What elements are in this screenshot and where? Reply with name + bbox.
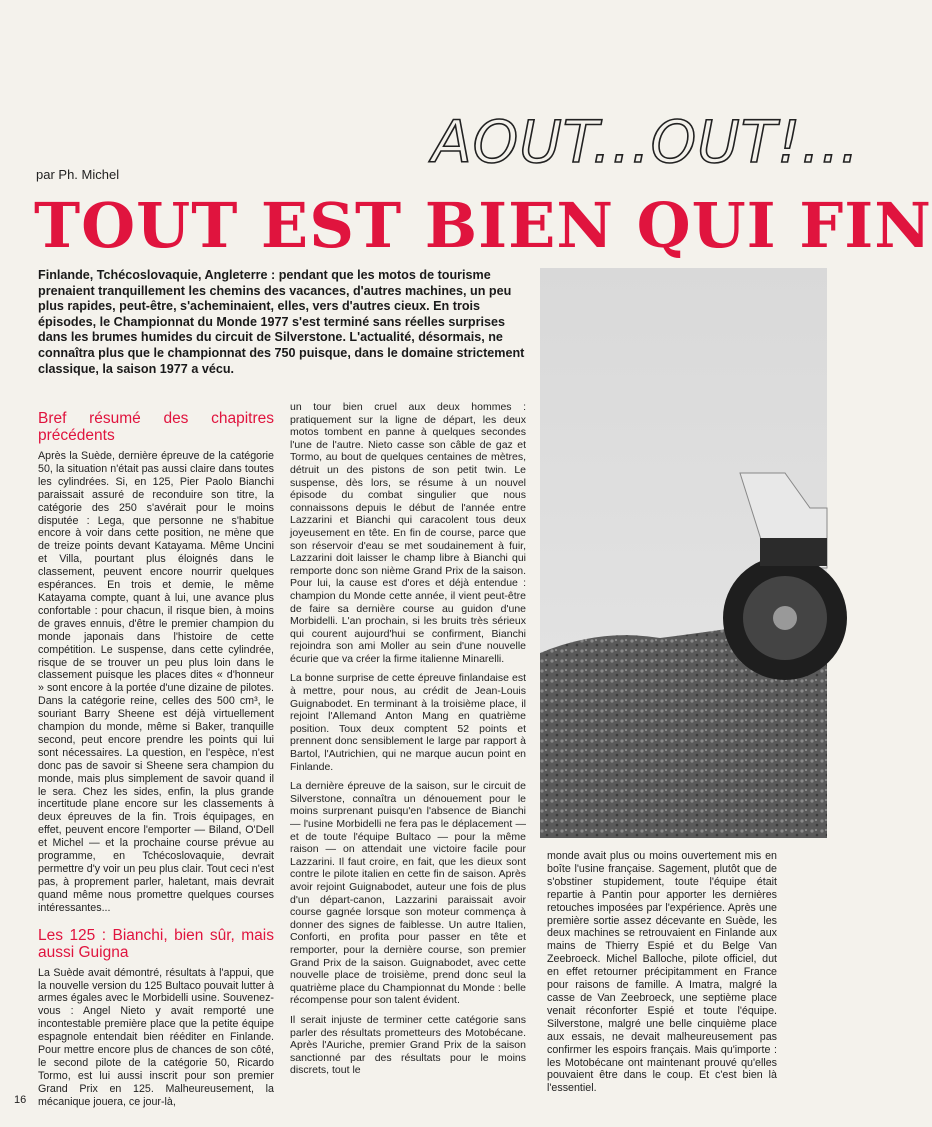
banner-title <box>428 98 860 178</box>
headline: TOUT EST BIEN QUI FIN <box>34 189 932 262</box>
motorcycle-photo <box>540 268 827 838</box>
section-title-bref-resume: Bref résumé des chapitres précédents <box>38 410 274 444</box>
intro-paragraph: Finlande, Tchécoslovaquie, Angleterre : pendant que les motos de tourisme prenaient tranquillement les chemins des vacances, d'autres machines, un peu plus rapides, peut-être, s'acheminaient, elles, vers d'autres cieux. En trois épisodes, le Championnat du Monde 1977 s'est terminé sans réelles surprises dans les brumes humides du circuit de Silverstone. L'actualité, désormais, ne connaîtra plus que le championnat des 750 puisque, dans le domaine strictement classique, la saison 1977 a vécu. <box>38 268 525 376</box>
column-2 <box>290 401 526 1084</box>
paragraph: La bonne surprise de cette épreuve finlandaise est à mettre, pour nous, au crédit de Jean-Louis Guignabodet. En terminant à la troisième place, il rejoint l'Allemand Anton Mang en quatrième position. Toux deux comptent 52 points et prennent donc sensiblement le large par rapport à Bartol, l'Autrichien, qui ne marque aucun point en Finlande. <box>290 672 526 773</box>
column-3 <box>547 850 777 1102</box>
paragraph: La dernière épreuve de la saison, sur le circuit de Silverstone, connaîtra un dénouement pour le moins surprenant puisqu'en l'absence de Bianchi — l'usine Morbidelli ne fera pas le déplacement — et de toute l'équipe Bultaco — pour la même raison — on attendait une victoire facile pour Lazzarini. Il faut croire, en fait, que les dieux sont contre le pilote italien en cette fin de saison. Après avoir rejoint Guignabodet, auteur une fois de plus d'un départ-canon, Lazzarini paraissait avoir course gagnée lorsque son moteur commença à donner des signes de faiblesse. Un autre Italien, Conforti, en profita pour passer en tête et remporter, pour la dernière course, son premier Grand Prix de la saison. Guignabodet, avec cette nouvelle place de troisième, prend donc seul la quatrième place du Championnat du Monde : belle récompense pour son talent évident. <box>290 780 526 1007</box>
banner-text: AOUT...OUT!... <box>432 108 860 176</box>
section-title-les-125: Les 125 : Bianchi, bien sûr, mais aussi Guigna <box>38 926 274 961</box>
paragraph: Il serait injuste de terminer cette catégorie sans parler des résultats prometteurs des Motobécane. Après l'Auriche, premier Grand Prix de la saison sanctionné par des résultats pour le moins discrets, tout le <box>290 1013 526 1077</box>
column-1 <box>38 410 274 1116</box>
byline: par Ph. Michel <box>36 167 120 182</box>
paragraph: monde avait plus ou moins ouvertement mis en boîte l'usine française. Sagement, plutôt que de s'obstiner stupidement, toute l'équipe était repartie à Pantin pour apporter les dernières retouches imposées par l'expérience. Après une première sortie assez décevante en Suède, les deux machines se retrouvaient en Finlande aux mains de Thierry Espié et du Belge Van Zeebroeck. Michel Balloche, pilote officiel, dut en effet retourner précipitamment en France pour raisons de famille. A Imatra, malgré la casse de Van Zeebroeck, une septième place venait réconforter Espié et toute l'équipe. Silverstone, malgré une belle cinquième place aux essais, ne devait malheureusement pas confirmer les espoirs français. Mais qu'importe : les Motobécane ont maintenant prouvé qu'elles pouvaient être dans le coup. Et c'est bien là l'essentiel. <box>547 850 777 1095</box>
paragraph: Après la Suède, dernière épreuve de la catégorie 50, la situation n'était pas aussi claire dans toutes les cylindrées. Si, en 125, Pier Paolo Bianchi paraissait assuré de reconduire son titre, la catégorie des 250 s'avérait pour le moins disputée : Lega, que personne ne s'habitue encore à voir dans cette position, ne mène que de treize points devant Katayama. Même Uncini et Villa, pourtant plus éloignés dans le classement, peuvent encore nourrir quelques espérances. En trois et demie, le même Katayama compte, quant à lui, une avance plus confortable : pour chacun, il risque bien, à moins de graves ennuis, d'être le premier champion du monde japonais dans l'histoire de cette compétition. Le suspense, dans cette cylindrée, risque de se trouver un peu plus loin dans le classement puisque les places dites « d'honneur » sont encore à la portée d'une dizaine de pilotes. Dans la catégorie reine, celles des 500 cm³, le souriant Barry Sheene est déjà virtuellement champion du monde, même si Baker, tranquille second, peut encore prendre les points qui lui sont nécessaires. La question, en l'espèce, n'est donc pas de savoir si Sheene sera champion du monde, mais plus simplement de savoir quand il le sera. Chez les sides, enfin, la plus grande incertitude plane encore sur les classements à deux épreuves de la fin. Trois équipages, en effet, peuvent encore l'emporter — Biland, O'Dell et Michel — et la prochaine course prévue au programme, en Tchécoslovaquie, devrait permettre d'y voir un peu plus clair. Tout ceci n'est pas, à proprement parler, haletant, mais devrait quand même nous promettre quelques courses intéressantes... <box>38 450 274 914</box>
paragraph: un tour bien cruel aux deux hommes : pratiquement sur la ligne de départ, les deux motos tombent en panne à quelques secondes l'une de l'autre. Nieto casse son câble de gaz et Tormo, au bout de quelques centaines de mètres, détruit un des pistons de son petit twin. Le suspense, dès lors, se résume à un nouvel épisode du combat singulier que nous connaissons depuis le début de l'année entre Lazzarini et Bianchi qui caracolent tous deux joyeusement en tête. En fin de course, parce que son réservoir d'eau se met soudainement à fuir, Lazzarini doit laisser le champ libre à Bianchi qui remporte donc son nième Grand Prix de la saison. Pour lui, la cause est d'ores et déjà entendue : champion du Monde cette année, il vient peut-être de faire sa dernière course au guidon d'une Morbidelli. L'an prochain, si les bruits très sérieux qui courent aujourd'hui se confirment, Bianchi rejoindra son ami Moller au sein d'une nouvelle écurie que va créer la firme italienne Minarelli. <box>290 401 526 665</box>
paragraph: La Suède avait démontré, résultats à l'appui, que la nouvelle version du 125 Bultaco pouvait lutter à armes égales avec le Morbidelli usine. Souvenez-vous : Angel Nieto y avait remporté une incontestable première place que la petite équipe espagnole entendait bien rééditer en Finlande. Pour mettre encore plus de chances de son côté, le second pilote de la catégorie 50, Ricardo Tormo, est lui aussi inscrit pour son premier Grand Prix en 125. Malheureusement, la mécanique jouera, ce jour-là, <box>38 966 274 1108</box>
page-number: 16 <box>14 1094 27 1106</box>
